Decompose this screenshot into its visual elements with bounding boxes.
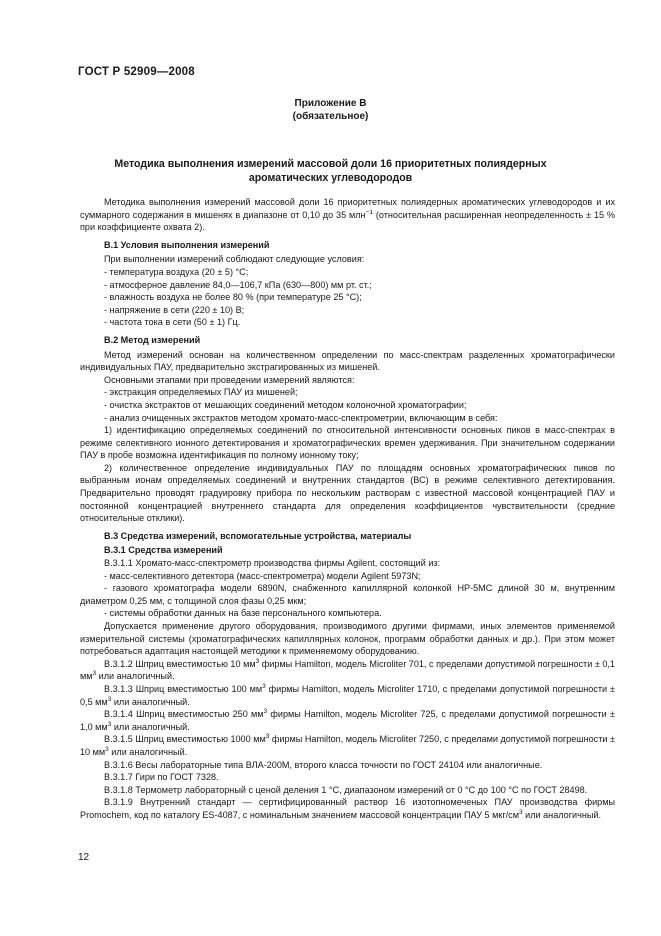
document-header: ГОСТ Р 52909—2008: [78, 66, 195, 78]
b2-paragraph: Основными этапами при проведении измерений являются:: [104, 374, 355, 385]
b2-item: - экстракция определяемых ПАУ из мишеней;: [104, 387, 298, 398]
method-title-line1: Методика выполнения измерений массовой доли 16 приоритетных полиядерных: [114, 158, 547, 170]
b1-item: - частота тока в сети (50 ± 1) Гц.: [104, 317, 241, 328]
b318-paragraph: В.3.1.8 Термометр лабораторный с ценой деления 1 °С, диапазоном измерений от 0 °С до 100 °С по ГОСТ 28498.: [104, 784, 588, 795]
b1-item: - напряжение в сети (220 ± 10) В;: [104, 304, 245, 315]
b2-paragraph: 2) количественное определение индивидуальных ПАУ по площадям основных хроматографических пиков по выбранным ионам определяемых соединений и внутренних стандартов (ВС) в режиме селективного детектирования. Предварительно проводят градуировку прибора по нескольким растворам с известной массовой концентрацией ПАУ и постоянной концентрацией внутреннего стандарта для определения коэффициентов чувствительности (средние относительные отклики).: [80, 462, 615, 524]
subsection-b31-heading: В.3.1 Средства измерений: [104, 545, 223, 556]
b1-lead: При выполнении измерений соблюдают следующие условия:: [104, 254, 365, 265]
b2-item: - анализ очищенных экстрактов методом хромато-масс-спектрометрии, включающим в себя:: [104, 412, 498, 423]
allowance-paragraph: Допускается применение другого оборудования, производимого другими фирмами, иных элементов применяемой измерительной системы (хроматографических капиллярных колонок, программ обработки данных и др.). При этом может потребоваться адаптация настоящей методики к применяемому оборудованию.: [80, 621, 615, 657]
b1-item: - атмосферное давление 84,0—106,7 кПа (630—800) мм рт. ст.;: [104, 279, 372, 290]
b2-paragraph: Метод измерений основан на количественном определении по масс-спектрам разделенных хроматографически индивидуальных ПАУ, предварительно экстрагированных из мишеней.: [80, 349, 615, 373]
section-b3-heading: В.3 Средства измерений, вспомогательные устройства, материалы: [104, 530, 412, 541]
syringe-paragraph: В.3.1.2 Шприц вместимостью 10 $мм^3$ фирмы Hamilton, модель Microliter 701, с пределами допустимой погрешности ± 0,1 $мм^3$ или аналогичный.: [80, 657, 615, 682]
b311-item: - системы обработки данных на базе персонального компьютера.: [104, 608, 382, 619]
annex-status: (обязательное): [292, 111, 369, 122]
b311-item: - газового хроматографа модели 6890N, снабженного капиллярной колонкой HP-5MC длиной 30 м, внутренним диаметром 0,25 мм, с толщиной слоя фазы 0,25 мкм;: [80, 583, 615, 606]
section-b1-heading: В.1 Условия выполнения измерений: [104, 239, 270, 250]
b317-paragraph: В.3.1.7 Гири по ГОСТ 7328.: [104, 772, 219, 783]
b2-paragraph: 1) идентификацию определяемых соединений по относительной интенсивности основных пиков в масс-спектрах в режиме селективного ионного детектирования и хроматографических времен удерживания. При значительном содержании ПАУ в пробе возможна идентификация по полному ионному току;: [80, 425, 615, 461]
b311-item: - масс-селективного детектора (масс-спектрометра) модели Agilent 5973N;: [104, 570, 421, 581]
intro-paragraph: Методика выполнения измерений массовой доли 16 приоритетных полиядерных ароматических углеводородов и их суммарного содержания в мишенях в диапазоне от 0,10 до 35 млн$^{-1}$ (относительная расширенная неопределенность ± 15 % при коэффициенте охвата 2).: [80, 197, 615, 233]
b1-item: - влажность воздуха не более 80 % (при температуре 25 °С);: [104, 292, 362, 303]
syringe-paragraph: В.3.1.4 Шприц вместимостью 250 $мм^3$ фирмы Hamilton, модель Microliter 725, с пределами допустимой погрешности ± 1,0 $мм^3$ или аналогичный.: [80, 708, 615, 732]
b2-item: - очистка экстрактов от мешающих соединений методом колоночной хроматографии;: [104, 399, 467, 410]
syringe-paragraph: В.3.1.5 Шприц вместимостью 1000 $мм^3$ фирмы Hamilton, модель Microliter 7250, с пределами допустимой погрешности ± 10 $мм^3$ или аналогичный.: [80, 733, 616, 757]
page-number: 12: [78, 852, 90, 863]
method-title-line2: ароматических углеводородов: [248, 172, 413, 184]
b311-paragraph: В.3.1.1 Хромато-масс-спектрометр производства фирмы Agilent, состоящий из:: [104, 558, 441, 569]
b316-paragraph: В.3.1.6 Весы лабораторные типа ВЛА-200М, второго класса точности по ГОСТ 24104 или аналогичные.: [104, 759, 543, 770]
b1-item: - температура воздуха (20 ± 5) °С;: [104, 266, 249, 277]
annex-title: Приложение В: [294, 98, 367, 109]
b319-paragraph: В.3.1.9 Внутренний стандарт — сертифицированный раствор 16 изотопномеченых ПАУ производства фирмы Promochem, код по каталогу ES-4087, с номинальным значением массовой концентрации ПАУ 5 мкг/$см^3$ или аналогичный.: [80, 797, 615, 820]
section-b2-heading: В.2 Метод измерений: [104, 334, 201, 345]
syringe-paragraph: В.3.1.3 Шприц вместимостью 100 $мм^3$ фирмы Hamilton, модель Microliter 1710, с пределами допустимой погрешности ± 0,5 $мм^3$ или аналогичный.: [80, 682, 616, 707]
document-body: [80, 196, 615, 822]
